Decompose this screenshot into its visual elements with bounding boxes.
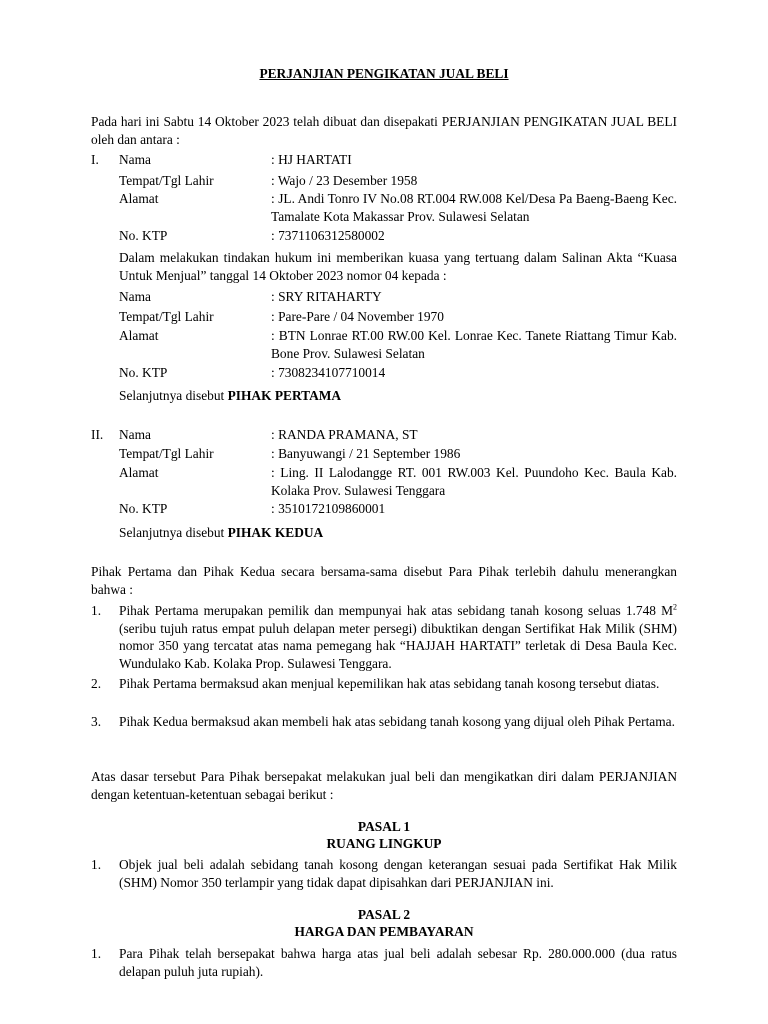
intro-paragraph: Pada hari ini Sabtu 14 Oktober 2023 telah dibuat dan disepakati PERJANJIAN PENGIKATAN JUAL BELI oleh dan antara : <box>91 114 677 147</box>
agreement-intro: Atas dasar tersebut Para Pihak bersepakat melakukan jual beli dan mengikatkan diri dalam PERJANJIAN dengan ketentuan-ketentuan sebagai berikut : <box>91 769 677 802</box>
designation-name: PIHAK PERTAMA <box>227 388 342 403</box>
clause-text: Para Pihak telah bersepakat bahwa harga atas jual beli adalah sebesar Rp. 280.000.000 (dua ratus delapan puluh juta rupiah). <box>119 946 677 979</box>
field-value: : 7371106312580002 <box>271 228 385 243</box>
field-value: : 3510172109860001 <box>271 501 386 516</box>
field-value: : RANDA PRAMANA, ST <box>271 427 418 442</box>
designation-name: PIHAK KEDUA <box>227 525 324 540</box>
proxy-paragraph: Dalam melakukan tindakan hukum ini memberikan kuasa yang tertuang dalam Salinan Akta “Kuasa Untuk Menjual” tanggal 14 Oktober 2023 nomor 04 kepada : <box>119 250 677 283</box>
designation-prefix: Selanjutnya disebut <box>119 525 225 540</box>
pasal2-number: PASAL 2 <box>357 907 411 922</box>
document-title: PERJANJIAN PENGIKATAN JUAL BELI <box>259 66 509 81</box>
field-label: Tempat/Tgl Lahir <box>119 173 214 188</box>
party2-roman: II. <box>91 427 104 442</box>
field-label: Tempat/Tgl Lahir <box>119 309 214 324</box>
field-label: Nama <box>119 427 151 442</box>
pasal2-heading: HARGA DAN PEMBAYARAN <box>294 924 474 939</box>
field-label: Alamat <box>119 328 159 343</box>
party1-designation <box>119 387 677 405</box>
field-value: : JL. Andi Tonro IV No.08 RT.004 RW.008 Kel/Desa Pa Baeng-Baeng Kec. Tamalate Kota Makassar Prov. Sulawesi Selatan <box>271 191 677 224</box>
designation-prefix: Selanjutnya disebut <box>119 388 225 403</box>
field-label: Alamat <box>119 191 159 206</box>
pasal1-number: PASAL 1 <box>357 819 411 834</box>
statement-text-part: (seribu tujuh ratus empat puluh delapan meter persegi) dibuktikan dengan Sertifikat Hak Milik (SHM) nomor 350 yang tercatat atas nama pemegang hak “HAJJAH HARTATI” terletak di Desa Baula Kec. Wundulako Kab. Kolaka Prop. Sulawesi Tenggara. <box>119 620 677 671</box>
field-label: Tempat/Tgl Lahir <box>119 446 214 461</box>
field-label: No. KTP <box>119 365 168 380</box>
statement-number: 1. <box>91 603 102 618</box>
field-value: : 7308234107710014 <box>271 365 386 380</box>
clause-number: 1. <box>91 946 102 961</box>
party1-roman: I. <box>91 152 99 167</box>
parties-statement: Pihak Pertama dan Pihak Kedua secara bersama-sama disebut Para Pihak terlebih dahulu menerangkan bahwa : <box>91 564 677 597</box>
statement-text: Pihak Kedua bermaksud akan membeli hak atas sebidang tanah kosong yang dijual oleh Pihak Pertama. <box>119 714 675 729</box>
field-value: : BTN Lonrae RT.00 RW.00 Kel. Lonrae Kec. Tanete Riattang Timur Kab. Bone Prov. Sulawesi Selatan <box>271 328 677 361</box>
pasal1-heading: RUANG LINGKUP <box>326 836 442 851</box>
statement-number: 3. <box>91 714 102 729</box>
statement-text <box>119 602 677 672</box>
clause-number: 1. <box>91 857 102 872</box>
superscript: 2 <box>673 602 677 612</box>
field-value: : Ling. II Lalodangge RT. 001 RW.003 Kel. Puundoho Kec. Baula Kab. Kolaka Prov. Sulawesi Tenggara <box>271 465 677 498</box>
field-label: No. KTP <box>119 501 168 516</box>
field-value: : HJ HARTATI <box>271 152 352 167</box>
statement-text: Pihak Pertama bermaksud akan menjual kepemilikan hak atas sebidang tanah kosong tersebut diatas. <box>119 676 660 691</box>
field-value: : Pare-Pare / 04 November 1970 <box>271 309 444 324</box>
field-label: Nama <box>119 152 151 167</box>
field-label: No. KTP <box>119 228 168 243</box>
field-value: : SRY RITAHARTY <box>271 289 382 304</box>
statement-number: 2. <box>91 676 102 691</box>
field-value: : Banyuwangi / 21 September 1986 <box>271 446 461 461</box>
field-label: Alamat <box>119 465 159 480</box>
party2-designation <box>119 524 677 542</box>
field-label: Nama <box>119 289 151 304</box>
clause-text: Objek jual beli adalah sebidang tanah kosong dengan keterangan sesuai pada Sertifikat Hak Milik (SHM) Nomor 350 terlampir yang tidak dapat dipisahkan dari PERJANJIAN ini. <box>119 857 677 890</box>
statement-text-part: Pihak Pertama merupakan pemilik dan mempunyai hak atas sebidang tanah kosong seluas 1.748 M <box>119 603 673 618</box>
field-value: : Wajo / 23 Desember 1958 <box>271 173 418 188</box>
